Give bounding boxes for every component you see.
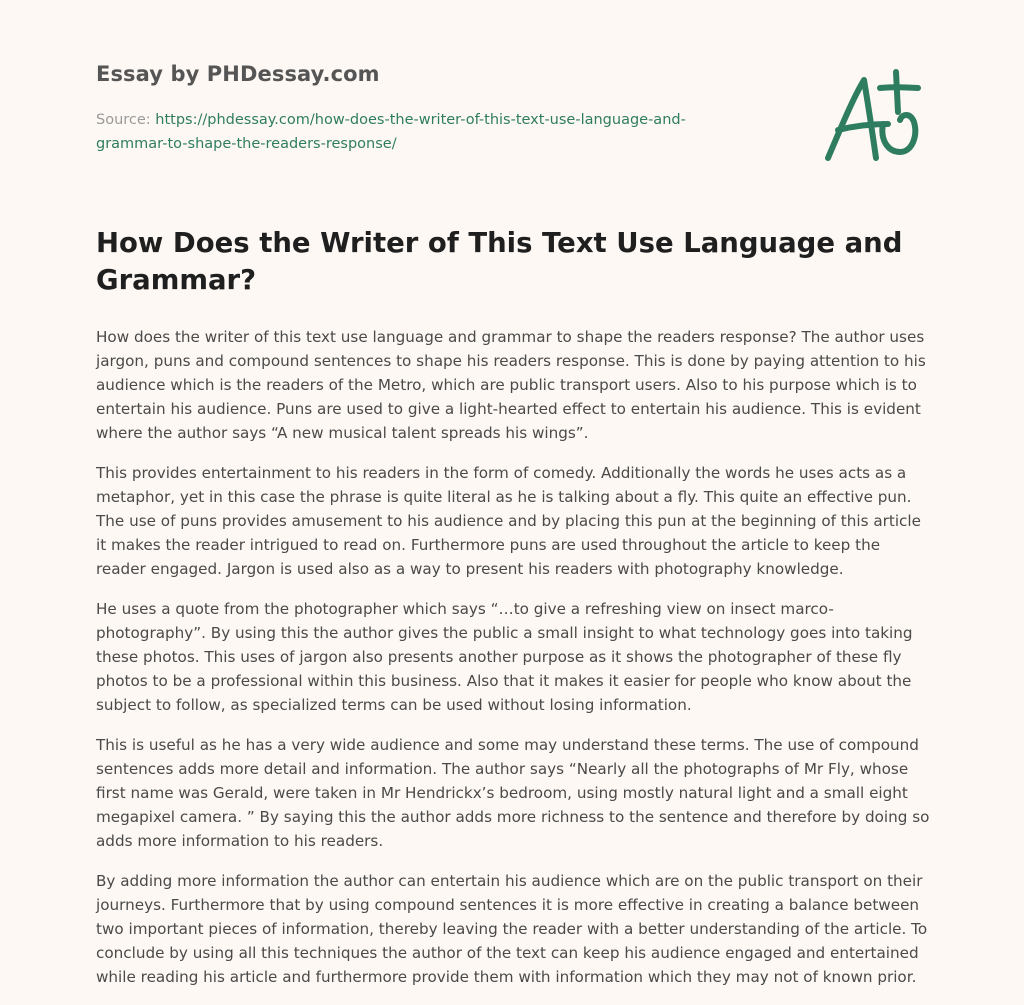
article-title-line-2: Grammar? xyxy=(96,264,257,296)
paragraph: By adding more information the author can entertain his audience which are on the public transport on their journeys. Furthermore that by using compound sentences it is more effective in creating a balance between two important pieces of information, thereby leaving the reader with a better understanding of the article. To conclude by using all this techniques the author of the text can keep his audience engaged and entertained while reading his article and furthermore provide them with information which they may not of known prior. xyxy=(96,872,928,986)
source-label: Source: xyxy=(96,112,156,128)
article-title-line-1: How Does the Writer of This Text Use Language and xyxy=(96,227,903,259)
site-header xyxy=(96,62,816,156)
paragraph: This is useful as he has a very wide audience and some may understand these terms. The use of compound sentences adds more detail and information. The author says “Nearly all the photographs of Mr Fly, whose first name was Gerald, were taken in Mr Hendrickx’s bedroom, using mostly natural light and a small eight megapixel camera. ” By saying this the author adds more richness to the sentence and therefore by doing so adds more information to his readers. xyxy=(96,736,930,850)
source-link-line-2: grammar-to-shape-the-readers-response/ xyxy=(96,136,397,152)
a-plus-icon xyxy=(818,64,928,168)
a-plus-grade-logo xyxy=(818,64,928,168)
paragraph: He uses a quote from the photographer which says “…to give a refreshing view on insect marco-photography”. By using this the author gives the public a small insight to what technology goes into taking these photos. This uses of jargon also presents another purpose as it shows the photographer of these fly photos to be a professional within this business. Also that it makes it easier for people who know about the subject to follow, as specialized terms can be used without losing information. xyxy=(96,600,913,714)
paragraph: How does the writer of this text use language and grammar to shape the readers response? The author uses jargon, puns and compound sentences to shape his readers response. This is done by paying attention to his audience which is the readers of the Metro, which are public transport users. Also to his purpose which is to entertain his audience. Puns are used to give a light-hearted effect to entertain his audience. This is evident where the author says “A new musical talent spreads his wings”. xyxy=(96,328,926,442)
site-title: Essay by PHDessay.com xyxy=(96,62,380,86)
source-link-line-1: https://phdessay.com/how-does-the-writer-of-this-text-use-language-and- xyxy=(155,112,686,128)
paragraph: This provides entertainment to his readers in the form of comedy. Additionally the words he uses acts as a metaphor, yet in this case the phrase is quite literal as he is talking about a fly. This quite an effective pun. The use of puns provides amusement to his audience and by placing this pun at the beginning of this article it makes the reader intrigued to read on. Furthermore puns are used throughout the article to keep the reader engaged. Jargon is used also as a way to present his readers with photography knowledge. xyxy=(96,464,921,578)
article-title xyxy=(96,225,926,299)
source-link[interactable] xyxy=(96,112,686,152)
source-line xyxy=(96,108,816,156)
article-body xyxy=(96,325,930,1005)
